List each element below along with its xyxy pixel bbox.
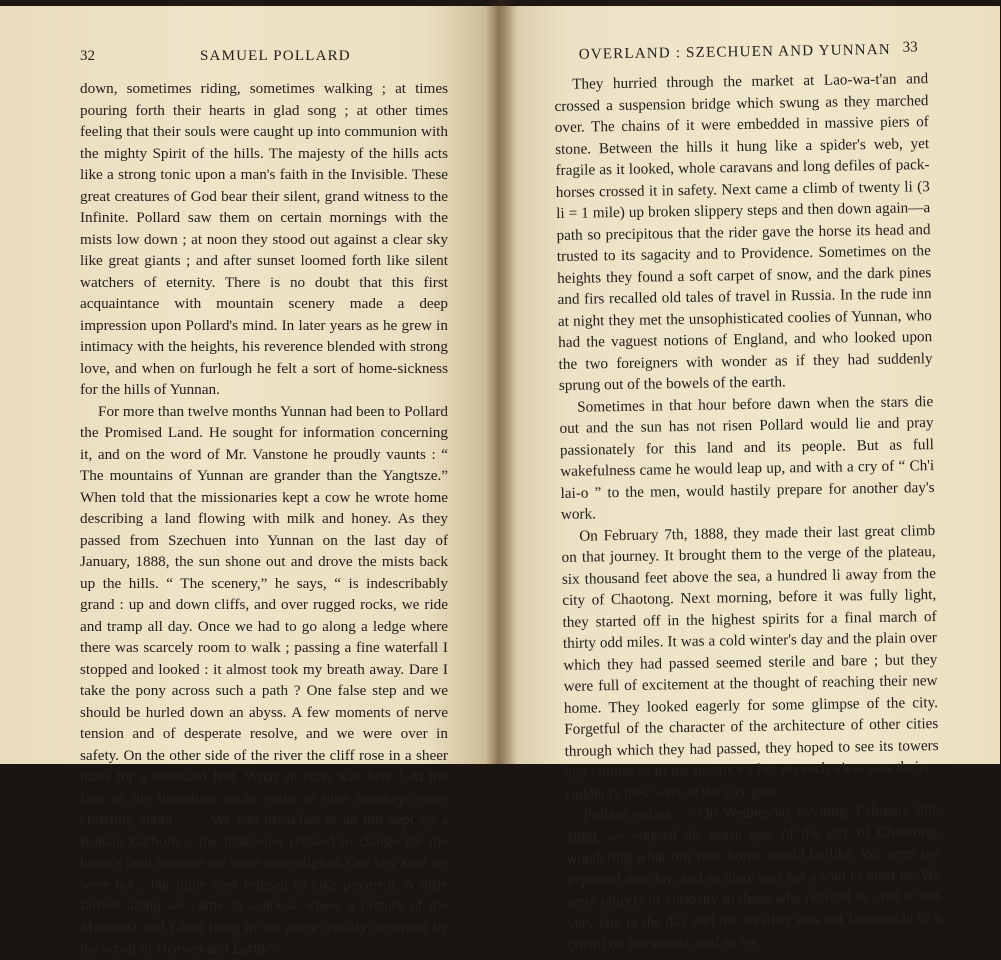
paragraph: down, sometimes riding, sometimes walking ; at times pouring forth their hearts in glad song ; at other times feeling that their souls were caught up into communion with the mighty Spirit of the hills. The majesty of the hills acts like a strong tonic upon a man's faith in the Invisible. These great creatures of God bear their silent, grand witness to the Infinite. Pollard saw them on certain mornings with the mists low down ; at noon they stood out against a clear sky like great giants ; and after sunset loomed forth like silent watchers of eternity. There is no doubt that this first acquaintance with mountain scenery made a deep impression upon Pollard's mind. In later years as he grew in intimacy with the heights, his reverence blended with strong love, and when on furlough he felt a sort of home-sickness for the hills of Yunnan.	[80, 80, 448, 398]
paragraph: Pollard writes : “ On Wednesday evening, February 8th, 1888, we entered the north gate of the city of Chaotong, wondering what our new home would be like. We were not expected that day, and so there was not a soul to meet us. We were objects of curiosity to those who noticed us ; but it was very late in the day and the weather was not favourable to a crowd on the streets, and so we	[565, 801, 942, 953]
right-body-text	[554, 68, 942, 955]
right-running-head: OVERLAND : SZECHUEN AND YUNNAN	[578, 41, 891, 63]
paragraph: On February 7th, 1888, they made their last great climb on that journey. It brought them to the verge of the plateau, six thousand feet above the sea, a hundred li away from the city of Chaotong. Next morning, before it was fully light, they started off in the highest spirits for a final march of thirty odd miles. It was a cold winter's day and the plain over which they had passed seemed sterile and bare ; but they were full of excitement at the thought of reaching their new home. They looked eagerly for some glimpse of the city. Forgetful of the character of the architecture of other cities through which they had passed, they hoped to see its towers and chimneys in the distance ; but no such view was theirs : suddenly they were at the city gate.	[561, 521, 940, 803]
right-page-number: 33	[902, 39, 918, 56]
left-running-head: SAMUEL POLLARD	[200, 48, 351, 64]
paragraph: Sometimes in that hour before dawn when the stars die out and the sun has not risen Pollard would lie and pray passionately for this land and its people. But as full wakefulness came he would leap up, and with a cry of “ Ch'i lai-o ” to the men, would hastily prepare for another day's work.	[559, 392, 935, 523]
left-body-text	[80, 78, 448, 960]
right-page	[500, 6, 1000, 953]
paragraph: They hurried through the market at Lao-wa-t'an and crossed a suspension bridge which swung as they marched over. The chains of it were embedded in massive piers of stone. Between the hills it hung like a spider's web, yet fragile as it looked, whole caravans and long defiles of pack-horses crossed it in safety. Next came a climb of twenty li (3 li = 1 mile) up broken slippery steps and then down again—a path so precipitous that the rider gave the horse its head and trusted to its sagacity and to Providence. Sometimes on the heights they found a soft carpet of snow, and the dark pines and firs recalled old tales of travel in Russia. In the rude inn at night they met the unsophisticated coolies of Yunnan, who had the vaguest notions of England, and who looked upon the two foreigners with wonder as if they had suddenly sprung out of the bowels of the earth.	[554, 70, 933, 394]
paragraph: For more than twelve months Yunnan had been to Pollard the Promised Land. He sought for information concerning it, and on the word of Mr. Vanstone he proudly vaunts : “ The mountains of Yunnan are grander than the Yangtsze.” When told that the missionaries kept a cow he wrote home describing a land flowing with milk and honey. As they passed from Szechuen into Yunnan on the last day of January, 1888, the sun shone out and drove the mists back up the hills. “ The scenery,” he says, “ is indescribably grand : up and down cliffs, and over rugged rocks, we ride and tramp all day. Once we had to go along a ledge where there was scarcely room to walk ; passing a fine waterfall I stopped and looked : it almost took my breath away. Dare I take the pony across such a path ? One false step and we should be hurled down an abyss. A few moments of nerve tension and of desperate resolve, and we were over in safety. On the other side of the river the cliff rose in a sheer mass for a thousand feet. What an echo was here ! At the foot of the limestone rocks eight or nine monkeys were crawling about. . . . We had breakfast at an inn kept by a Roman Catholic ; the innkeeper refused to charge for the horse's feed because we were one religion. Our boy said we were not ; but mine host refused to take payment. A little farther along we came to a house where a picture of the Madonna and Child hung in the place usually occupied by the scroll of Heaven and Earth.”	[80, 402, 448, 957]
left-page-number: 32	[80, 48, 95, 64]
left-page	[0, 6, 500, 957]
